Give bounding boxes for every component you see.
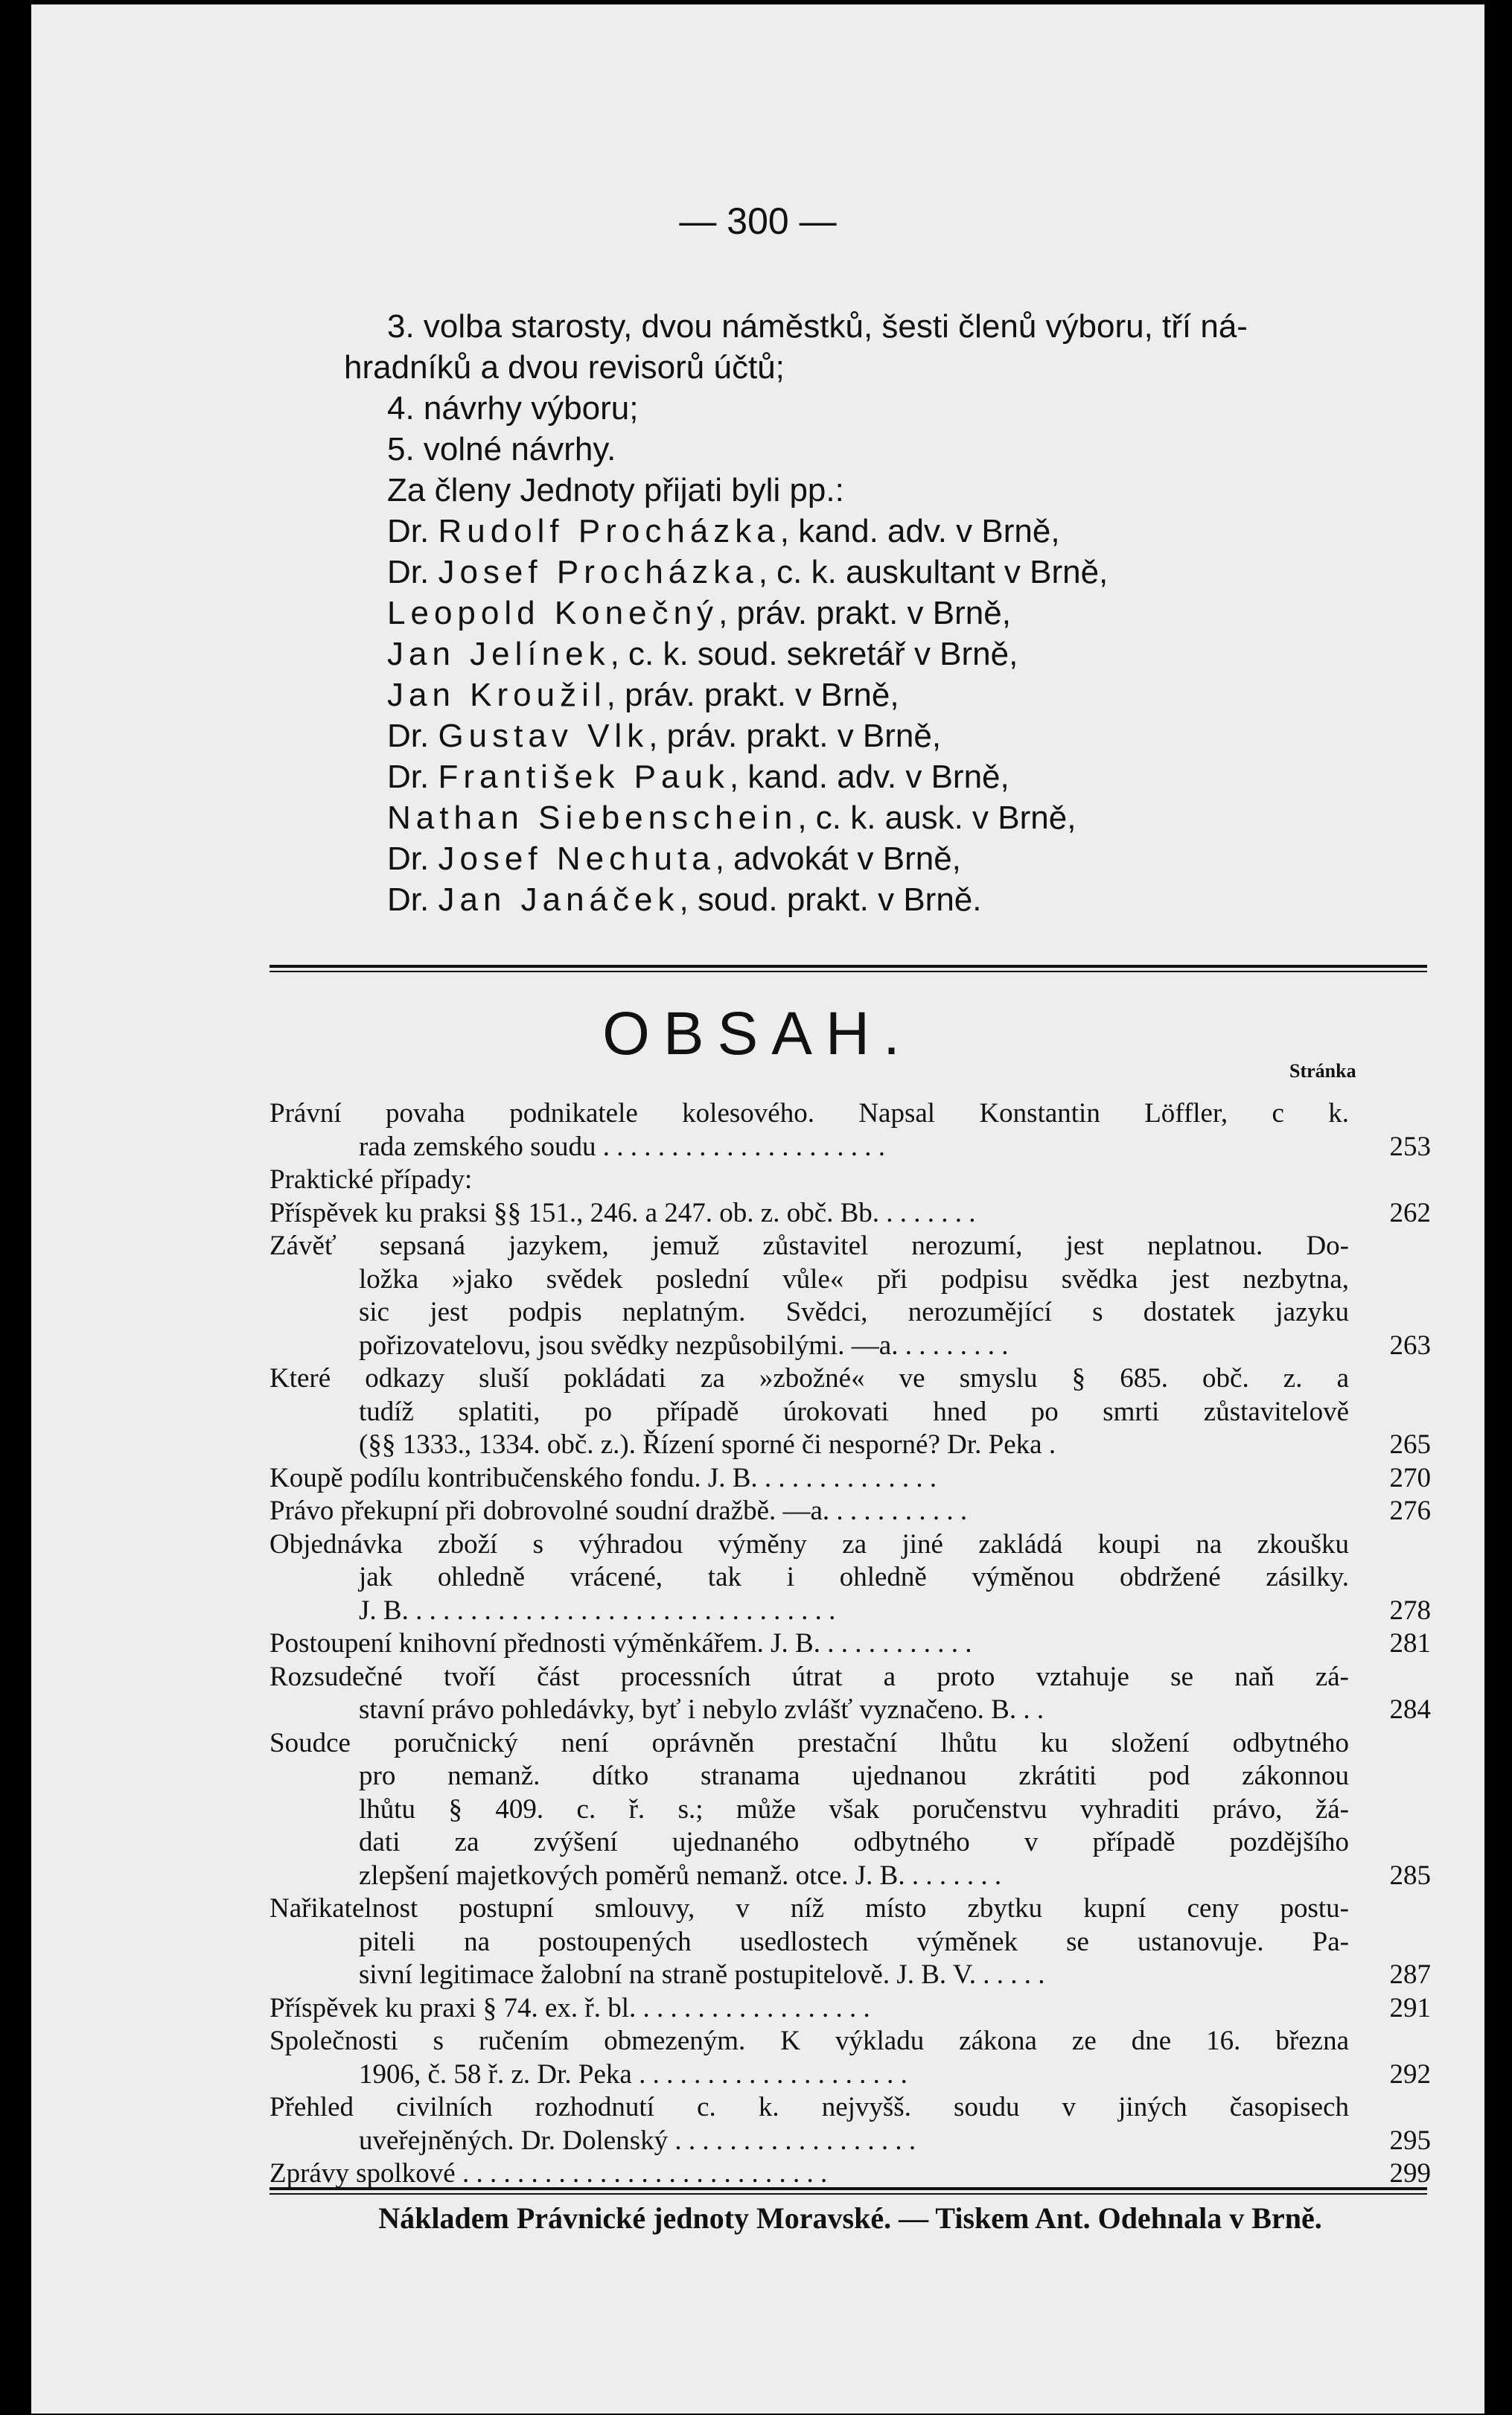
member-detail: , kand. adv. v Brně, — [729, 759, 1009, 795]
toc-entry-line: rada zemského soudu . . . . . . . . . . . . . . . . . . . . . — [359, 1131, 886, 1162]
toc-page-number: 284 — [1389, 1694, 1431, 1725]
agenda-item-3-cont: hradníků a dvou revisorů účtů; — [344, 349, 785, 386]
member-line — [344, 756, 1431, 797]
toc-entry-line: piteli na postoupených usedlostech výměnek se ustanovuje. Pa- — [359, 1926, 1349, 1957]
toc-entry — [269, 1528, 1431, 1628]
toc-entry — [269, 1727, 1431, 1893]
toc-entry — [269, 1197, 1431, 1231]
member-name: Josef Nechuta — [438, 840, 715, 877]
toc-entry-line: Příspěvek ku praksi §§ 151., 246. a 247. ob. z. obč. Bb. . . . . . . . — [269, 1197, 976, 1228]
toc-entry-line: Které odkazy sluší pokládati za »zbožné« ve smyslu § 685. obč. z. a — [269, 1363, 1349, 1394]
member-name: Leopold Konečný — [387, 595, 719, 631]
toc-page-number: 285 — [1389, 1860, 1431, 1891]
member-name: Jan Kroužil — [387, 677, 607, 713]
agenda-item-5: 5. volné návrhy. — [387, 431, 616, 468]
member-name: Nathan Siebenschein — [387, 800, 798, 836]
agenda-item-3: 3. volba starosty, dvou náměstků, šesti členů výboru, tří ná- — [387, 308, 1248, 345]
member-title: Dr. — [387, 513, 438, 549]
toc-page-number: 295 — [1389, 2125, 1431, 2156]
member-title: Dr. — [387, 840, 438, 877]
member-detail: , c. k. auskultant v Brně, — [758, 554, 1109, 590]
member-title: Dr. — [387, 881, 438, 918]
toc-entry-line: pořizovatelovu, jsou svědky nezpůsobilými. —a. . . . . . . . . — [359, 1330, 1009, 1361]
toc-entry-line: Koupě podílu kontribučenského fondu. J. B. . . . . . . . . . . . . . — [269, 1462, 937, 1493]
toc-entry — [269, 2157, 1431, 2191]
toc-entry-line: sic jest podpis neplatným. Svědci, nerozumějící s dostatek jazyku — [359, 1297, 1349, 1327]
member-name: Gustav Vlk — [438, 718, 649, 754]
toc-page-number: 253 — [1389, 1131, 1431, 1162]
member-detail: , práv. prakt. v Brně, — [718, 595, 1011, 631]
publisher-footer: Nákladem Právnické jednoty Moravské. — Tiskem Ant. Odehnala v Brně. — [378, 2201, 1322, 2235]
toc-entry-line: Postoupení knihovní přednosti výměnkářem. J. B. . . . . . . . . . . . — [269, 1628, 972, 1659]
toc-entry-line: Právo překupní při dobrovolné soudní dražbě. —a. . . . . . . . . . . — [269, 1496, 968, 1526]
toc-entry — [269, 1462, 1431, 1496]
member-line — [344, 552, 1431, 593]
member-line — [344, 797, 1431, 838]
member-detail: , kand. adv. v Brně, — [779, 513, 1060, 549]
toc-entry-line: Rozsudečné tvoří část processních útrat a proto vztahuje se naň zá- — [269, 1661, 1349, 1692]
toc-page-number: 276 — [1389, 1496, 1431, 1526]
member-detail: , práv. prakt. v Brně, — [606, 677, 899, 713]
member-name: František Pauk — [438, 759, 730, 795]
toc-page-number: 292 — [1389, 2058, 1431, 2090]
toc-entry-line: uveřejněných. Dr. Dolenský . . . . . . . . . . . . . . . . . . — [359, 2125, 916, 2156]
toc-page-number: 299 — [1389, 2158, 1431, 2189]
divider-rule — [269, 965, 1427, 972]
toc-entry — [269, 1627, 1431, 1661]
toc-entry — [269, 2025, 1431, 2091]
member-line — [344, 838, 1431, 879]
toc-entry-line: ložka »jako svědek poslední vůle« při podpisu svědka jest nezbytna, — [359, 1263, 1349, 1295]
toc-entry-line: Právní povaha podnikatele kolesového. Napsal Konstantin Löffler, c k. — [269, 1098, 1349, 1129]
member-name: Jan Janáček — [438, 881, 680, 918]
contents-title: OBSAH. — [602, 1000, 913, 1068]
member-name: Jan Jelínek — [387, 636, 610, 672]
toc-entry — [269, 1097, 1431, 1164]
toc-entry-line: 1906, č. 58 ř. z. Dr. Peka . . . . . . . . . . . . . . . . . . . . — [359, 2058, 907, 2090]
meeting-section — [344, 306, 1431, 920]
member-title: Dr. — [387, 759, 438, 795]
toc-page-number: 265 — [1389, 1429, 1431, 1460]
toc-page-number: 281 — [1389, 1628, 1431, 1659]
member-line — [344, 879, 1431, 920]
toc-entry-line: zlepšení majetkových poměrů nemanž. otce. J. B. . . . . . . . — [359, 1860, 1002, 1891]
toc-entry-line: stavní právo pohledávky, byť i nebylo zvlášť vyznačeno. B. . . — [359, 1694, 1044, 1725]
toc-page-number: 287 — [1389, 1959, 1431, 1990]
toc-entry-line: Závěť sepsaná jazykem, jemuž zůstavitel nerozumí, jest neplatnou. Do- — [269, 1231, 1349, 1261]
toc-page-number: 262 — [1389, 1197, 1431, 1228]
members-list — [344, 511, 1431, 920]
member-name: Josef Procházka — [438, 554, 759, 590]
toc-entry-line: Společnosti s ručením obmezeným. K výkladu zákona ze dne 16. března — [269, 2026, 1349, 2056]
member-line — [344, 634, 1431, 674]
toc-entry-line: Praktické případy: — [269, 1164, 473, 1195]
member-line — [344, 674, 1431, 715]
table-of-contents — [269, 1097, 1431, 2191]
toc-page-number: 278 — [1389, 1595, 1431, 1626]
member-title: Dr. — [387, 718, 438, 754]
member-line — [344, 511, 1431, 552]
page-number: — 300 — — [679, 200, 837, 242]
toc-entry — [269, 1661, 1431, 1727]
toc-page-number: 291 — [1389, 1992, 1431, 2023]
document-page — [31, 4, 1484, 2414]
member-name: Rudolf Procházka — [438, 513, 780, 549]
toc-entry — [269, 1992, 1431, 2026]
toc-entry — [269, 1230, 1431, 1362]
toc-entry-line: pro nemanž. dítko stranama ujednanou zkrátiti pod zákonnou — [359, 1761, 1349, 1791]
toc-entry — [269, 1362, 1431, 1462]
agenda-item-4: 4. návrhy výboru; — [387, 390, 639, 427]
member-detail: , soud. prakt. v Brně. — [679, 881, 982, 918]
toc-entry — [269, 1495, 1431, 1528]
toc-entry-line: J. B. . . . . . . . . . . . . . . . . . . . . . . . . . . . . . . . — [359, 1595, 836, 1626]
toc-entry-line: Přehled civilních rozhodnutí c. k. nejvyšš. soudu v jiných časopisech — [269, 2092, 1349, 2122]
member-detail: , práv. prakt. v Brně, — [648, 718, 942, 754]
toc-entry-line: dati za zvýšení ujednaného odbytného v případě pozdějšího — [359, 1827, 1349, 1857]
toc-page-number: 263 — [1389, 1330, 1431, 1361]
member-detail: , advokát v Brně, — [715, 840, 961, 877]
toc-entry-line: Nařikatelnost postupní smlouvy, v níž místo zbytku kupní ceny postu- — [269, 1893, 1349, 1924]
toc-entry — [269, 1164, 1431, 1197]
toc-entry-line: sivní legitimace žalobní na straně postupitelově. J. B. V. . . . . . — [359, 1959, 1045, 1990]
toc-entry-line: Soudce poručnický není oprávněn prestační lhůtu ku složení odbytného — [269, 1727, 1349, 1758]
toc-entry-line: (§§ 1333., 1334. obč. z.). Řízení sporné či nesporné? Dr. Peka . — [359, 1429, 1056, 1460]
toc-entry-line: Příspěvek ku praxi § 74. ex. ř. bl. . . . . . . . . . . . . . . . . . — [269, 1992, 870, 2023]
toc-page-number: 270 — [1389, 1462, 1431, 1493]
page-column-label: Stránka — [1289, 1060, 1356, 1082]
toc-entry-line: Objednávka zboží s výhradou výměny za jiné zakládá koupi na zkoušku — [269, 1528, 1349, 1560]
member-detail: , c. k. ausk. v Brně, — [797, 800, 1076, 836]
member-line — [344, 715, 1431, 756]
toc-entry-line: jak ohledně vrácené, tak i ohledně výměnou obdržené zásilky. — [359, 1562, 1349, 1592]
toc-entry — [269, 2091, 1431, 2157]
member-title: Dr. — [387, 554, 438, 590]
members-intro: Za členy Jednoty přijati byli pp.: — [387, 472, 844, 508]
toc-entry-line: tudíž splatiti, po případě úrokovati hned po smrti zůstavitelově — [359, 1396, 1349, 1427]
toc-entry-line: lhůtu § 409. c. ř. s.; může však poručenstvu vyhraditi právo, žá- — [359, 1793, 1349, 1825]
toc-entry — [269, 1892, 1431, 1992]
footer-rule — [269, 2187, 1427, 2195]
toc-entry-line: Zprávy spolkové . . . . . . . . . . . . . . . . . . . . . . . . . . . — [269, 2158, 828, 2189]
member-detail: , c. k. soud. sekretář v Brně, — [610, 636, 1018, 672]
member-line — [344, 593, 1431, 634]
